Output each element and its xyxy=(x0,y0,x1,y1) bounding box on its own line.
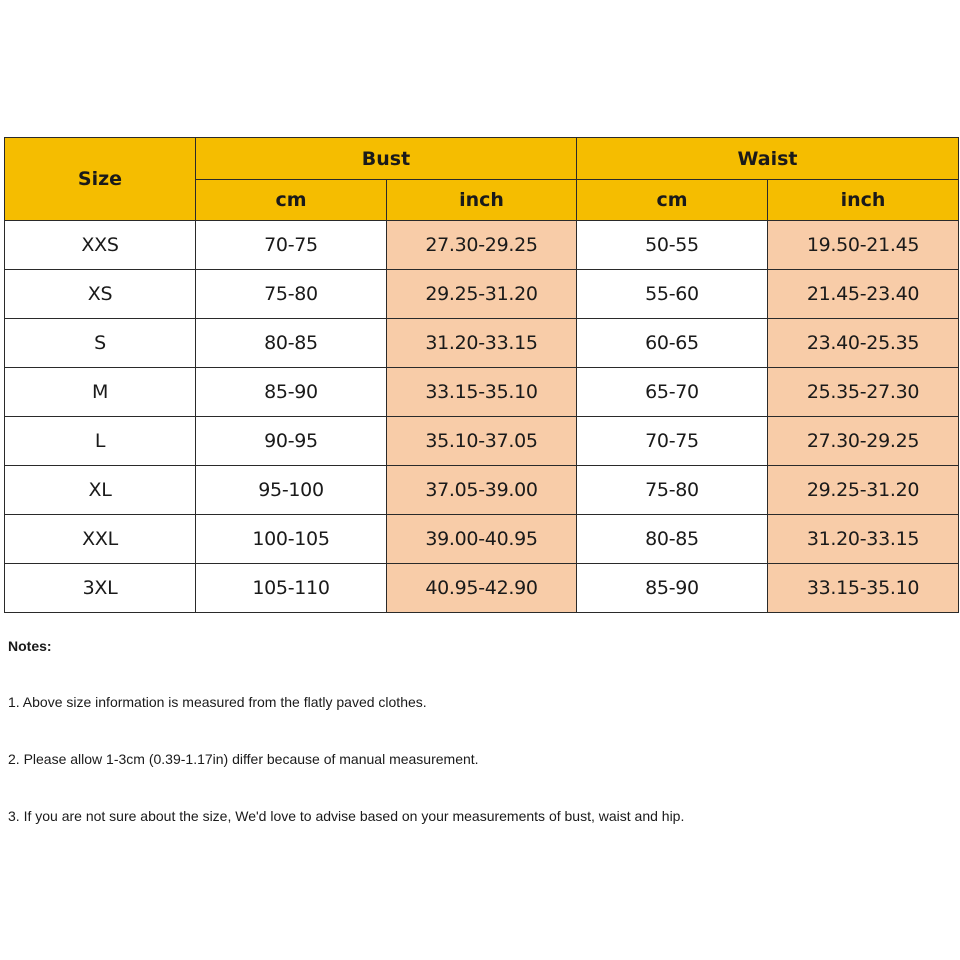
waist-inch-cell: 27.30-29.25 xyxy=(768,417,959,466)
bust-inch-header: inch xyxy=(387,180,577,221)
waist-cm-cell: 75-80 xyxy=(577,466,768,515)
table-row xyxy=(5,515,959,564)
size-cell: L xyxy=(5,417,196,466)
table-row xyxy=(5,417,959,466)
size-cell: XXL xyxy=(5,515,196,564)
waist-cm-header: cm xyxy=(577,180,768,221)
bust-cm-cell: 85-90 xyxy=(196,368,387,417)
size-cell: S xyxy=(5,319,196,368)
size-cell: XL xyxy=(5,466,196,515)
table-row xyxy=(5,368,959,417)
waist-inch-cell: 31.20-33.15 xyxy=(768,515,959,564)
bust-cm-cell: 70-75 xyxy=(196,221,387,270)
size-cell: M xyxy=(5,368,196,417)
bust-cm-cell: 90-95 xyxy=(196,417,387,466)
waist-inch-cell: 23.40-25.35 xyxy=(768,319,959,368)
waist-cm-cell: 80-85 xyxy=(577,515,768,564)
note-item-2: 2. Please allow 1-3cm (0.39-1.17in) differ because of manual measurement. xyxy=(8,751,479,767)
note-item-3: 3. If you are not sure about the size, We'd love to advise based on your measurements of bust, waist and hip. xyxy=(8,808,685,824)
bust-cm-cell: 100-105 xyxy=(196,515,387,564)
waist-inch-cell: 19.50-21.45 xyxy=(768,221,959,270)
size-column-header: Size xyxy=(5,138,196,221)
waist-group-header: Waist xyxy=(577,138,959,180)
table-row xyxy=(5,564,959,613)
bust-inch-cell: 39.00-40.95 xyxy=(387,515,577,564)
waist-inch-header: inch xyxy=(768,180,959,221)
note-item-1: 1. Above size information is measured from the flatly paved clothes. xyxy=(8,694,427,710)
waist-cm-cell: 55-60 xyxy=(577,270,768,319)
bust-cm-cell: 95-100 xyxy=(196,466,387,515)
table-header-row-groups xyxy=(5,138,959,180)
table-row xyxy=(5,270,959,319)
size-cell: 3XL xyxy=(5,564,196,613)
bust-inch-cell: 35.10-37.05 xyxy=(387,417,577,466)
waist-cm-cell: 85-90 xyxy=(577,564,768,613)
bust-group-header: Bust xyxy=(196,138,577,180)
bust-inch-cell: 37.05-39.00 xyxy=(387,466,577,515)
bust-inch-cell: 40.95-42.90 xyxy=(387,564,577,613)
size-cell: XXS xyxy=(5,221,196,270)
waist-inch-cell: 29.25-31.20 xyxy=(768,466,959,515)
bust-inch-cell: 31.20-33.15 xyxy=(387,319,577,368)
bust-inch-cell: 27.30-29.25 xyxy=(387,221,577,270)
table-row xyxy=(5,319,959,368)
notes-section xyxy=(8,636,948,824)
bust-inch-cell: 33.15-35.10 xyxy=(387,368,577,417)
table-row xyxy=(5,221,959,270)
bust-cm-cell: 80-85 xyxy=(196,319,387,368)
size-cell: XS xyxy=(5,270,196,319)
waist-cm-cell: 70-75 xyxy=(577,417,768,466)
waist-inch-cell: 25.35-27.30 xyxy=(768,368,959,417)
bust-inch-cell: 29.25-31.20 xyxy=(387,270,577,319)
bust-cm-header: cm xyxy=(196,180,387,221)
table-row xyxy=(5,466,959,515)
size-chart-table xyxy=(4,137,959,613)
bust-cm-cell: 75-80 xyxy=(196,270,387,319)
notes-title: Notes: xyxy=(8,638,52,654)
bust-cm-cell: 105-110 xyxy=(196,564,387,613)
waist-inch-cell: 33.15-35.10 xyxy=(768,564,959,613)
waist-inch-cell: 21.45-23.40 xyxy=(768,270,959,319)
waist-cm-cell: 65-70 xyxy=(577,368,768,417)
waist-cm-cell: 60-65 xyxy=(577,319,768,368)
waist-cm-cell: 50-55 xyxy=(577,221,768,270)
